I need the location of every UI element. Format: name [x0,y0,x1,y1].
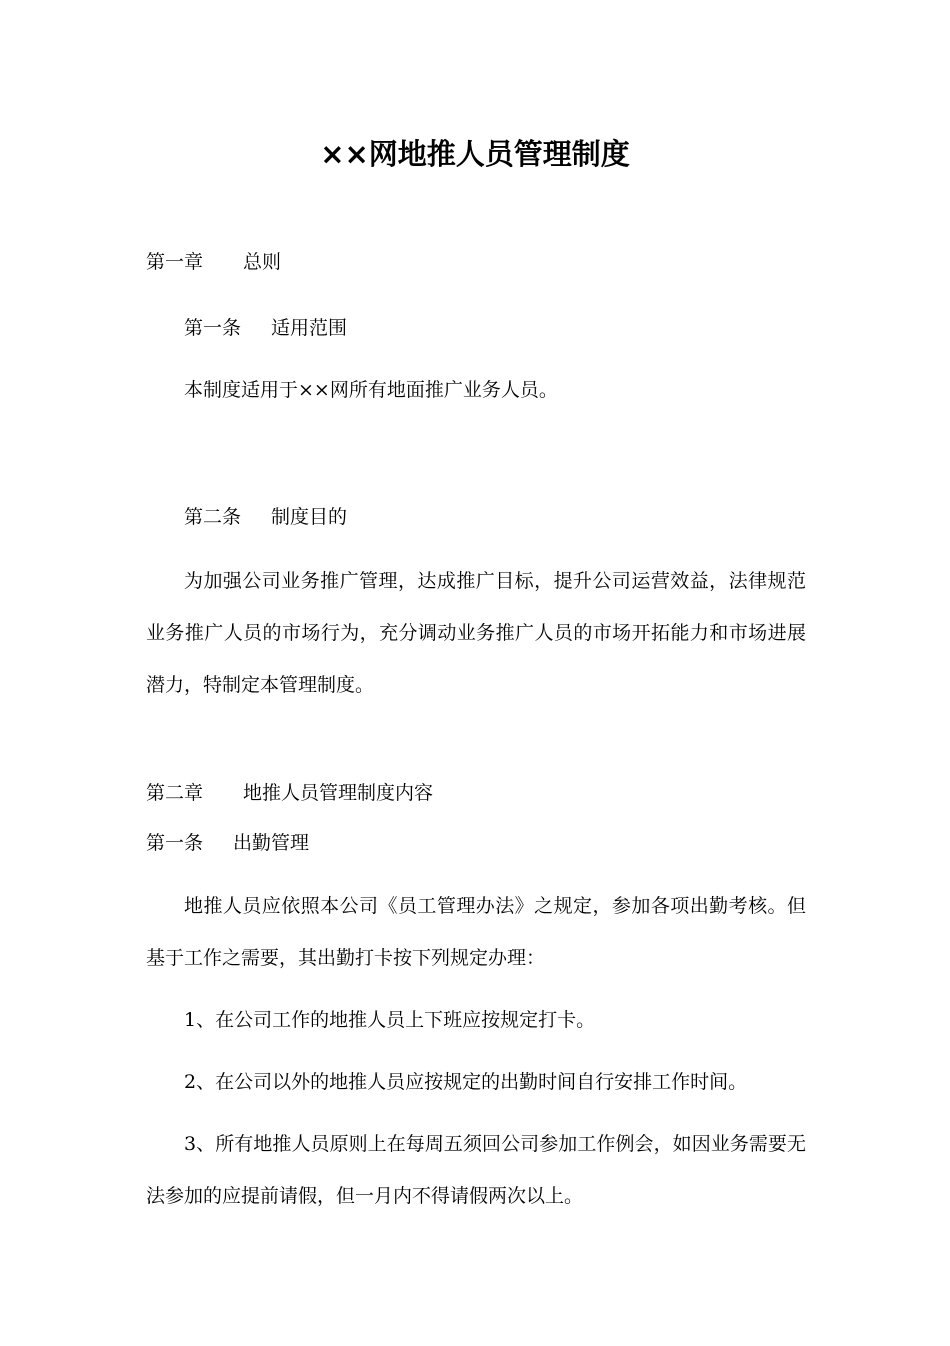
chapter-1-number: 第一章 [146,251,204,273]
list-item: 1、在公司工作的地推人员上下班应按规定打卡。 [184,1009,596,1031]
document-title: ××网地推人员管理制度 [320,137,630,171]
article-3-number: 第一条 [146,832,204,854]
chapter-1-name: 总则 [243,251,282,273]
article-2-name: 制度目的 [271,506,348,528]
paragraph-purpose: 为加强公司业务推广管理，达成推广目标，提升公司运营效益，法律规范业务推广人员的市场行为，充分调动业务推广人员的市场开拓能力和市场进展潜力，特制定本管理制度。 [146,570,806,696]
list-item: 2、在公司以外的地推人员应按规定的出勤时间自行安排工作时间。 [184,1071,748,1093]
article-3-heading [146,830,309,856]
paragraph-scope: 本制度适用于××网所有地面推广业务人员。 [184,379,558,401]
article-2-number: 第二条 [184,506,242,528]
chapter-2-number: 第二章 [146,782,204,804]
article-2-heading [184,504,347,530]
article-1-name: 适用范围 [271,317,348,339]
chapter-1-heading [146,249,281,275]
article-1-heading [184,315,347,341]
chapter-2-name: 地推人员管理制度内容 [243,782,434,804]
chapter-2-heading [146,780,433,806]
paragraph-attendance: 地推人员应依照本公司《员工管理办法》之规定，参加各项出勤考核。但基于工作之需要，其出勤打卡按下列规定办理： [146,895,806,969]
article-3-name: 出勤管理 [233,832,310,854]
list-item: 3、所有地推人员原则上在每周五须回公司参加工作例会，如因业务需要无法参加的应提前请假，但一月内不得请假两次以上。 [146,1133,806,1207]
article-1-number: 第一条 [184,317,242,339]
